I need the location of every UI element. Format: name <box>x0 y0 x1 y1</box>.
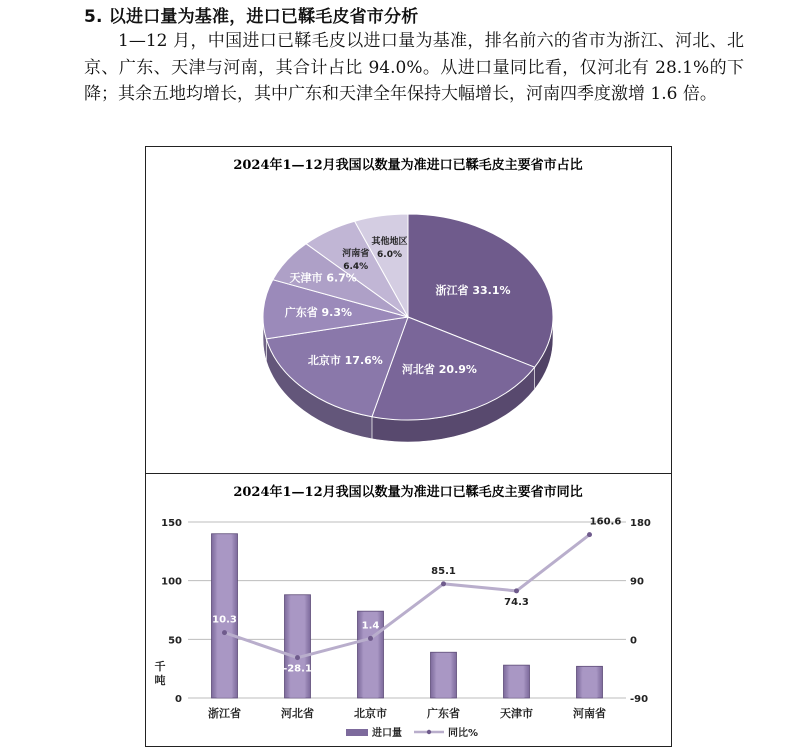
pie-label-北京市: 北京市 17.6% <box>307 353 383 367</box>
legend-marker-line <box>427 730 431 734</box>
legend-label-bar: 进口量 <box>372 728 402 739</box>
line-point-河南省 <box>587 532 592 537</box>
line-label-河北省: -28.1 <box>283 663 312 675</box>
line-point-北京市 <box>368 636 373 641</box>
pie-chart-title: 2024年1—12月我国以数量为准进口已鞣毛皮主要省市占比 <box>233 158 583 173</box>
bar-chart-frame <box>145 473 672 747</box>
line-point-河北省 <box>295 655 300 660</box>
y-axis-label-char: 吨 <box>154 674 166 687</box>
x-tick-河北省: 河北省 <box>281 707 314 720</box>
x-tick-天津市: 天津市 <box>500 707 533 720</box>
pie-label-浙江省: 浙江省 33.1% <box>435 283 511 297</box>
y-tick-left: 50 <box>168 635 182 647</box>
bar-line-chart <box>146 474 671 746</box>
y-axis-label-char: 千 <box>154 660 166 673</box>
section-heading: 5. 以进口量为基准，进口已鞣毛皮省市分析 <box>84 7 419 27</box>
pie-chart-frame <box>145 146 672 474</box>
pie-chart <box>146 147 671 473</box>
y-tick-right: 0 <box>630 635 637 647</box>
bar-chart-title: 2024年1—12月我国以数量为准进口已鞣毛皮主要省市同比 <box>233 485 583 500</box>
pie-label-河南省: 河南省 <box>342 249 370 260</box>
bar-face-广东省 <box>436 657 452 698</box>
pie-label-pct-其他地区: 6.0% <box>377 250 403 261</box>
y-tick-left: 150 <box>161 518 182 529</box>
line-label-天津市: 74.3 <box>504 596 529 608</box>
section-paragraph: 1—12 月，中国进口已鞣毛皮以进口量为基准，排名前六的省市为浙江、河北、北京、广东、天津与河南，其合计占比 94.0%。从进口量同比看，仅河北有 28.1%的下降；其余五地均增长，其中广东和天津全年保持大幅增长，河南四季度激增 1.6 倍。 <box>84 31 744 104</box>
bar-face-河南省 <box>582 671 598 698</box>
bar-face-河北省 <box>290 600 306 698</box>
line-label-河南省: 160.6 <box>589 516 622 528</box>
bar-face-天津市 <box>509 670 525 698</box>
pie-label-河北省: 河北省 20.9% <box>401 363 477 377</box>
pie-label-广东省: 广东省 9.3% <box>284 305 353 319</box>
pie-label-天津市: 天津市 6.7% <box>289 271 357 285</box>
line-point-广东省 <box>441 581 446 586</box>
y-tick-right: 180 <box>630 518 651 529</box>
line-point-天津市 <box>514 588 519 593</box>
x-tick-广东省: 广东省 <box>427 707 460 720</box>
line-label-北京市: 1.4 <box>361 620 380 632</box>
x-tick-浙江省: 浙江省 <box>208 707 241 720</box>
y-tick-right: 90 <box>630 576 644 588</box>
y-tick-left: 100 <box>161 576 182 588</box>
y-tick-left: 0 <box>175 694 182 705</box>
line-label-浙江省: 10.3 <box>212 614 237 626</box>
legend-label-line: 同比% <box>448 728 479 739</box>
pie-label-其他地区: 其他地区 <box>371 237 408 248</box>
line-label-广东省: 85.1 <box>431 565 456 577</box>
x-tick-北京市: 北京市 <box>354 707 387 720</box>
x-tick-河南省: 河南省 <box>573 707 606 720</box>
line-point-浙江省 <box>222 630 227 635</box>
legend-swatch-bar <box>346 729 368 736</box>
y-tick-right: -90 <box>630 694 649 705</box>
pie-label-pct-河南省: 6.4% <box>343 262 369 273</box>
